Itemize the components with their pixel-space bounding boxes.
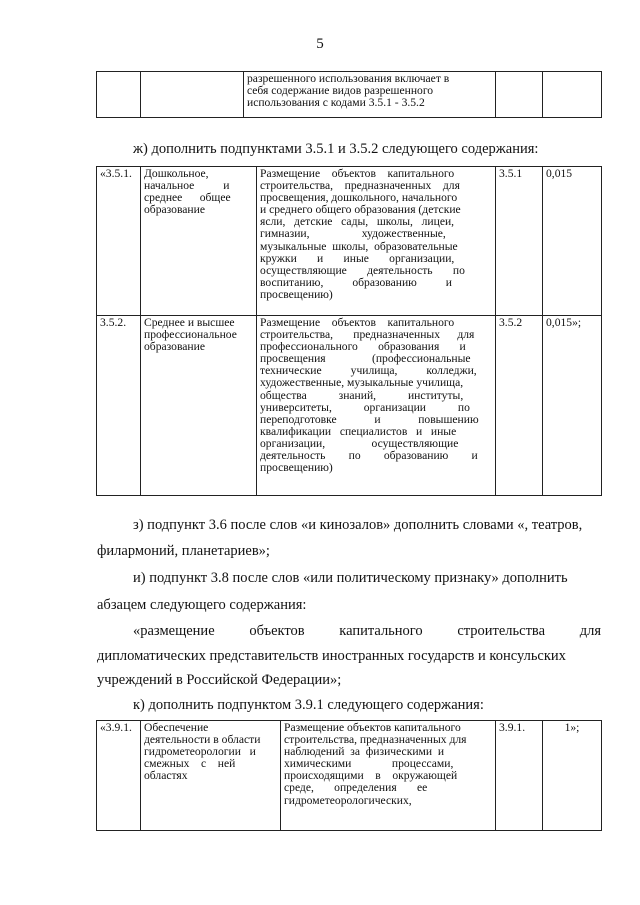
- table-cell-code: [496, 72, 543, 118]
- row-value: 0,015»;: [543, 316, 602, 496]
- paragraph-zh: ж) дополнить подпунктами 3.5.1 и 3.5.2 следующего содержания:: [133, 141, 539, 157]
- paragraph-z-line1: з) подпункт 3.6 после слов «и кинозалов» дополнить словами «, театров,: [133, 517, 583, 533]
- quote-line2: дипломатических представительств иностранных государств и консульских: [97, 648, 566, 664]
- paragraph-i-line1: и) подпункт 3.8 после слов «или политическому признаку» дополнить: [133, 570, 568, 586]
- paragraph-z: [133, 517, 601, 534]
- table-subpoint-3-9-1: [96, 720, 602, 831]
- table-row: [97, 167, 602, 316]
- table-continuation: [96, 71, 602, 118]
- row-value: 1»;: [543, 721, 602, 831]
- paragraph-k: к) дополнить подпунктом 3.9.1 следующего содержания:: [133, 697, 484, 713]
- row-name: Обеспечение деятельности в области гидрометеорологии и смежных с ней областях: [141, 721, 281, 831]
- table-cell-name: [141, 72, 244, 118]
- row-number: 3.5.2.: [97, 316, 141, 496]
- quote-line3: учреждений в Российской Федерации»;: [97, 672, 342, 688]
- row-description: Размещение объектов капитального строительства, предназначенных для профессионального образования и просвещения (профессиональные технические училища, колледжи, художественные, музыкальные училища, общества знаний, институты, университеты, организации по переподготовке и повышению квалификации специалистов и иные организации, осуществляющие деятельность по образованию и просвещению): [257, 316, 496, 496]
- table-cell-description: разрешенного использования включает в себя содержание видов разрешенного использования с кодами 3.5.1 - 3.5.2: [244, 72, 496, 118]
- table-cell-num: [97, 72, 141, 118]
- table-row: [97, 721, 602, 831]
- row-number: «3.9.1.: [97, 721, 141, 831]
- row-code: 3.5.2: [496, 316, 543, 496]
- row-description: Размещение объектов капитального строительства, предназначенных для наблюдений за физическими и химическими процессами, происходящими в окружающей среде, определения ее гидрометеорологических,: [281, 721, 496, 831]
- row-value: 0,015: [543, 167, 602, 316]
- row-code: 3.5.1: [496, 167, 543, 316]
- table-cell-value: [543, 72, 602, 118]
- row-number: «3.5.1.: [97, 167, 141, 316]
- row-name: Дошкольное, начальное и среднее общее образование: [141, 167, 257, 316]
- row-description: Размещение объектов капитального строительства, предназначенных для просвещения, дошкольного, начального и среднего общего образования (детские ясли, детские сады, школы, лицеи, гимназии, художественные, музыкальные школы, образовательные кружки и иные организации, осуществляющие деятельность по воспитанию, образованию и просвещению): [257, 167, 496, 316]
- table-subpoints-3-5: [96, 166, 602, 496]
- quote-line1: «размещение объектов капитального строительства для: [133, 623, 601, 639]
- row-code: 3.9.1.: [496, 721, 543, 831]
- paragraph-i-line2: абзацем следующего содержания:: [97, 597, 307, 613]
- row-name: Среднее и высшее профессиональное образование: [141, 316, 257, 496]
- table-row: [97, 316, 602, 496]
- page-number: 5: [316, 36, 324, 52]
- paragraph-z-line2: филармоний, планетариев»;: [97, 543, 270, 559]
